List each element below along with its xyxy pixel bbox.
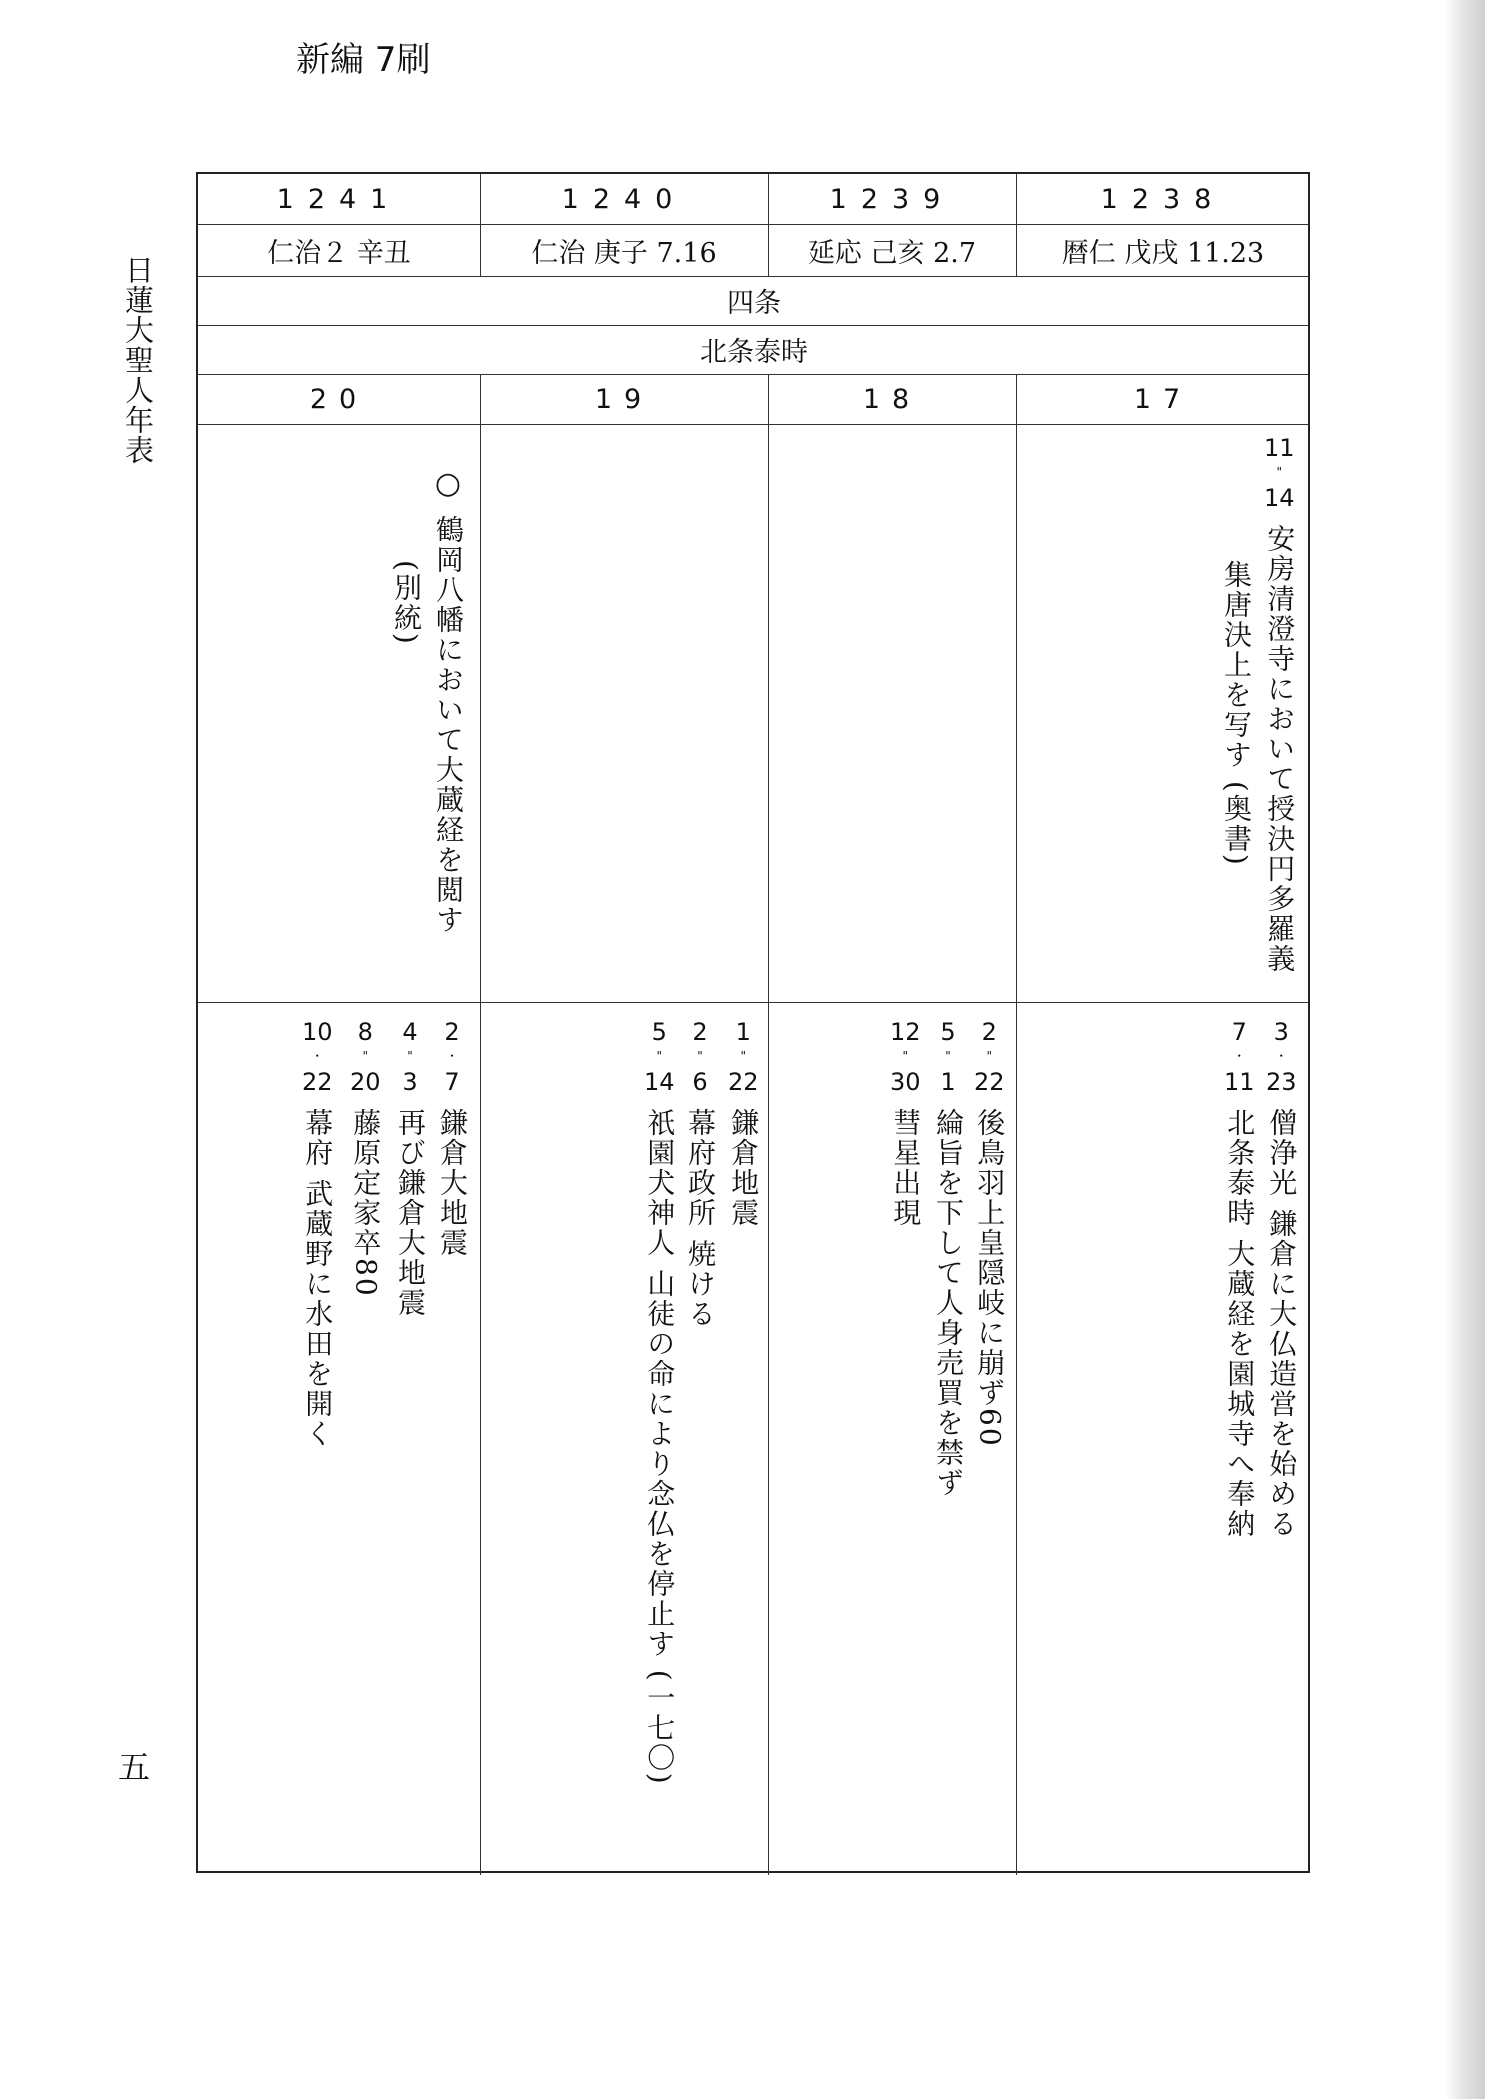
era-cell: 仁治２ 辛丑 [267, 237, 411, 269]
event-text: 藤原定家卒80 [349, 1108, 383, 1298]
world-event [890, 1020, 921, 1228]
event-text: 鎌倉大地震 [436, 1108, 469, 1258]
event-date: 1 " 22 [728, 1018, 759, 1096]
world-event [728, 1020, 759, 1228]
event-text: 彗星出現 [889, 1108, 923, 1228]
event-text: 鶴岡八幡において大蔵経を閲す [432, 515, 465, 935]
world-event [644, 1020, 675, 1786]
world-event [974, 1020, 1005, 1448]
world-event [1224, 1020, 1255, 1539]
world-event [350, 1020, 381, 1298]
event-text: 集唐決上を写す (奥書) [1220, 560, 1253, 867]
age-cell: 20 [309, 383, 369, 415]
col-divider [768, 374, 769, 1875]
event-date: 7 ・ 11 [1224, 1018, 1255, 1096]
world-event [302, 1020, 333, 1449]
event-text: 後鳥羽上皇隠岐に崩ず60 [973, 1108, 1007, 1448]
side-title: 日蓮大聖人年表 [121, 255, 155, 465]
event-date: 8 " 20 [350, 1018, 381, 1096]
event-date: 3 ・ 23 [1266, 1018, 1297, 1096]
event-text: (別統) [390, 560, 423, 646]
row-divider [198, 424, 1308, 425]
world-event [1266, 1020, 1297, 1539]
scan-edge-shadow [1445, 0, 1485, 2099]
world-event [394, 1018, 427, 1318]
col-divider [480, 374, 481, 1875]
event-date: 10 ・ 22 [302, 1018, 333, 1096]
shikken-row: 北条泰時 [700, 337, 808, 368]
event-text: 北条泰時 大蔵経を園城寺へ奉納 [1223, 1108, 1257, 1539]
regent-row: 四条 [727, 288, 781, 319]
age-cell: 19 [594, 383, 654, 415]
era-cell: 仁治 庚子 7.16 [531, 237, 717, 269]
event-date: 5 " 14 [644, 1018, 675, 1096]
col-divider [1016, 374, 1017, 1875]
timeline-table [196, 172, 1310, 1873]
world-event [932, 1018, 965, 1498]
event-marker: ○ [434, 466, 462, 501]
age-cell: 17 [1133, 383, 1193, 415]
age-cell: 18 [862, 383, 922, 415]
row-divider [198, 1002, 1308, 1003]
event-date: 2 ・ 7 [444, 1018, 460, 1096]
header-note: 新編 7刷 [296, 40, 431, 80]
world-event [436, 1018, 469, 1258]
event-date: 5 " 1 [940, 1018, 956, 1096]
world-event [684, 1018, 717, 1329]
event-date: 2 " 22 [974, 1018, 1005, 1096]
event-text: 再び鎌倉大地震 [394, 1108, 427, 1318]
event-date: 2 " 6 [692, 1018, 708, 1096]
nichiren-event-note [390, 546, 423, 646]
page-number: 五 [118, 1748, 151, 1786]
nichiren-event [432, 466, 465, 935]
event-date: 11 " 14 [1264, 434, 1295, 512]
event-text: 僧浄光 鎌倉に大仏造営を始める [1265, 1108, 1299, 1539]
event-text: 安房清澄寺において授決円多羅義 [1263, 524, 1297, 974]
event-date: 4 " 3 [402, 1018, 418, 1096]
year-cell: 1241 [276, 183, 402, 215]
event-text: 綸旨を下して人身売買を禁ず [932, 1108, 965, 1498]
year-cell: 1239 [829, 183, 955, 215]
event-text: 鎌倉地震 [727, 1108, 761, 1228]
year-cell: 1240 [561, 183, 687, 215]
era-cell: 暦仁 戊戌 11.23 [1061, 237, 1265, 269]
era-cell: 延応 己亥 2.7 [807, 237, 977, 269]
event-text: 幕府政所 焼ける [684, 1108, 717, 1329]
nichiren-event [1264, 436, 1295, 974]
event-text: 幕府 武蔵野に水田を開く [301, 1108, 335, 1449]
year-cell: 1238 [1100, 183, 1226, 215]
event-text: 祇園犬神人 山徒の命により念仏を停止す (一七〇) [643, 1108, 677, 1786]
event-date: 12 " 30 [890, 1018, 921, 1096]
nichiren-event-note [1220, 546, 1253, 867]
